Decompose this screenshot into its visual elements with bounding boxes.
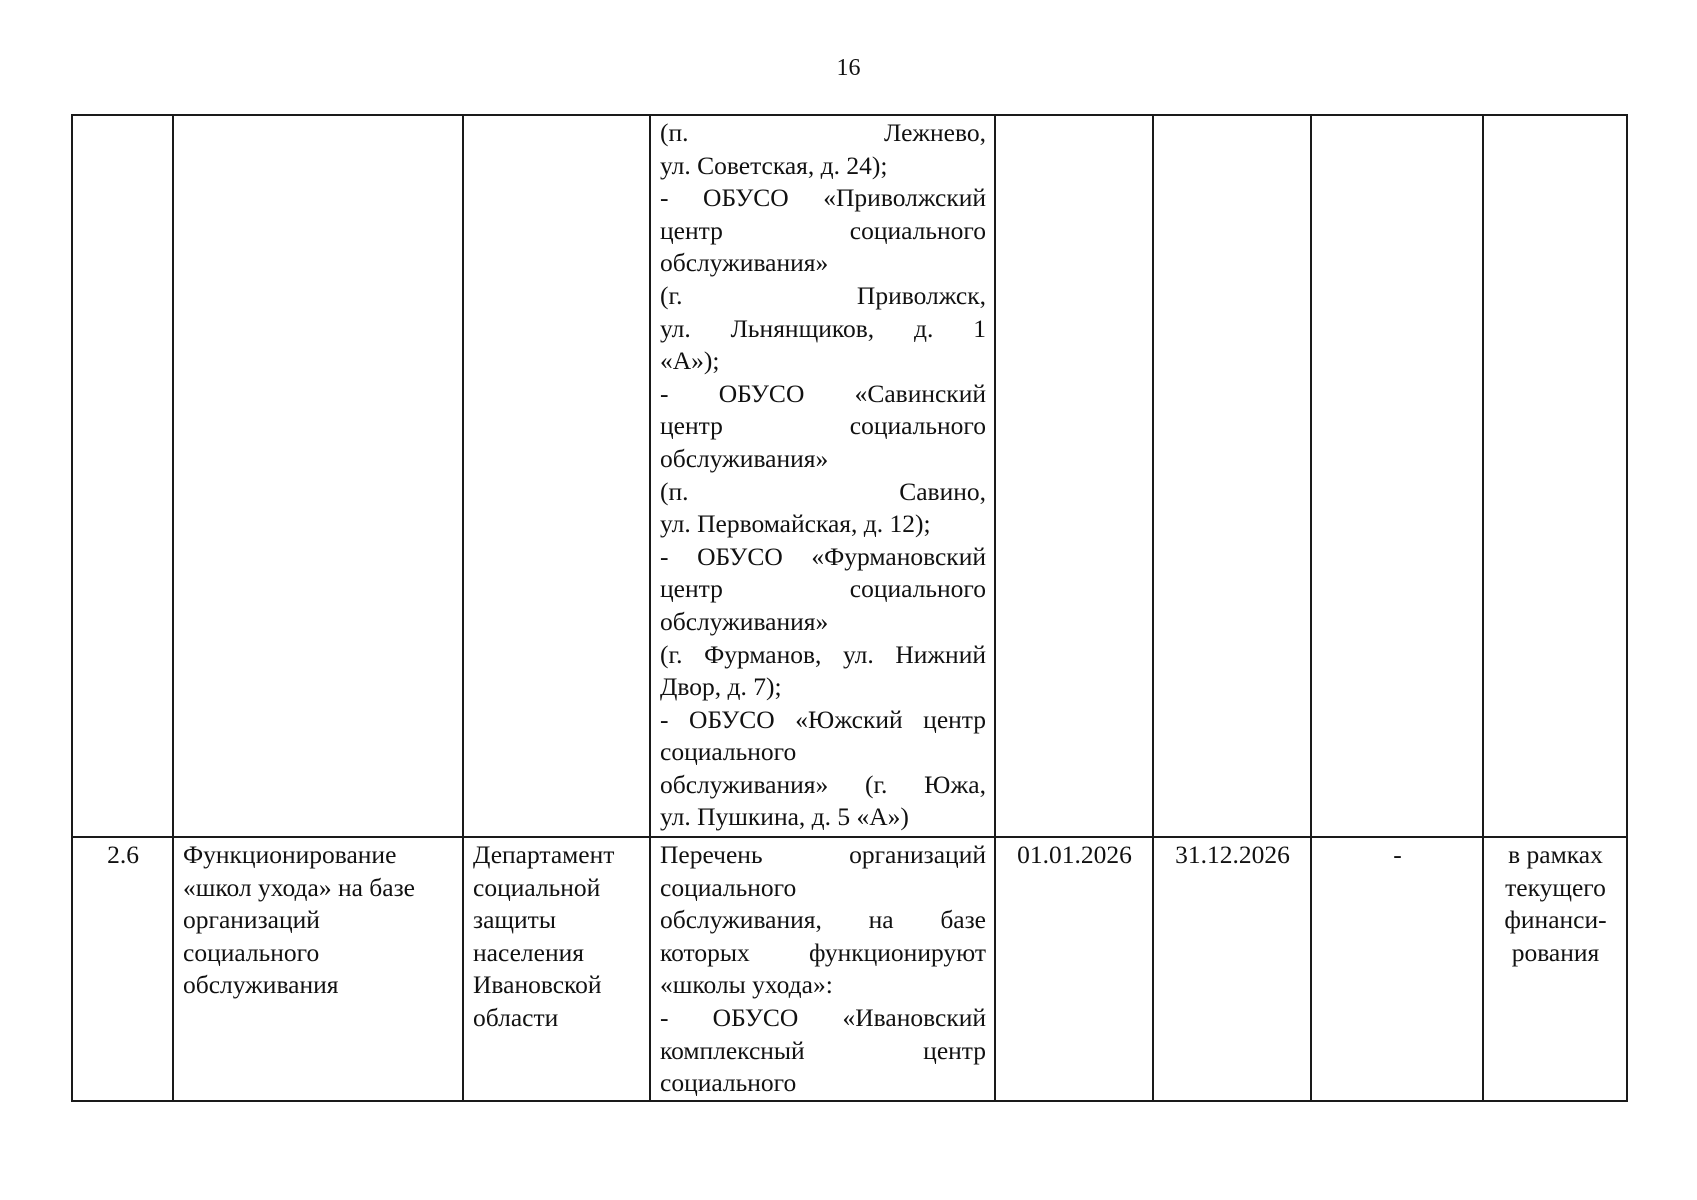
cell-text-line: социального — [183, 937, 320, 967]
cell-text-line: центр социального — [660, 411, 986, 441]
cell-expected-result — [650, 837, 995, 1101]
cell-text-line: текущего — [1505, 872, 1606, 902]
cell-text-line: - ОБУСО «Савинский — [660, 378, 986, 408]
cell-text-line: комплексный центр — [660, 1035, 986, 1065]
cell-start-date: 01.01.2026 — [995, 837, 1153, 1101]
cell-number: 2.6 — [72, 837, 173, 1101]
cell-text-line: Ивановской — [473, 970, 602, 1000]
table-row — [72, 837, 1627, 1101]
cell-text-line: социального — [660, 1068, 797, 1098]
cell-funding-amount — [1311, 115, 1483, 837]
cell-text-line: ул. Льнянщиков, д. 1 — [660, 313, 986, 343]
cell-text-line: ул. Пушкина, д. 5 «А») — [660, 802, 909, 832]
cell-text-line: обслуживания, на базе — [660, 905, 986, 935]
cell-text-line: (п. Лежнево, — [660, 118, 986, 147]
cell-activity-name — [173, 837, 463, 1101]
cell-text-line: социального — [660, 737, 797, 767]
cell-text-line: - ОБУСО «Фурмановский — [660, 541, 986, 571]
page-number: 16 — [836, 55, 861, 81]
cell-executor — [463, 115, 650, 837]
cell-text-line: Перечень организаций — [660, 840, 986, 869]
cell-text-line: ул. Советская, д. 24); — [660, 150, 888, 180]
cell-text-line: социальной — [473, 872, 601, 902]
cell-text-line: (г. Приволжск, — [660, 280, 986, 310]
cell-text-line: которых функционируют — [660, 937, 986, 967]
cell-text-line: в рамках — [1508, 840, 1603, 869]
cell-text-line: обслуживания — [183, 970, 339, 1000]
cell-text-line: населения — [473, 937, 584, 967]
cell-start-date — [995, 115, 1153, 837]
cell-text-line: центр социального — [660, 574, 986, 604]
cell-text-line: обслуживания» — [660, 248, 829, 278]
cell-text-line: организаций — [183, 905, 320, 935]
cell-executor — [463, 837, 650, 1101]
cell-text-line: - ОБУСО «Приволжский — [660, 183, 986, 213]
cell-text-line: финанси- — [1504, 905, 1607, 935]
cell-text-line: Департамент — [473, 840, 615, 869]
cell-text-line: защиты — [473, 905, 556, 935]
cell-number — [72, 115, 173, 837]
table-row — [72, 115, 1627, 837]
cell-text-line: «школ ухода» на базе — [183, 872, 415, 902]
cell-funding-amount: - — [1311, 837, 1483, 1101]
cell-text-line: - ОБУСО «Ивановский — [660, 1002, 986, 1032]
cell-activity-name — [173, 115, 463, 837]
cell-end-date: 31.12.2026 — [1153, 837, 1311, 1101]
cell-text-line: ул. Первомайская, д. 12); — [660, 509, 931, 539]
cell-text-line: Функционирование — [183, 840, 397, 869]
cell-text-line: «школы ухода»: — [660, 970, 833, 1000]
cell-funding-source — [1483, 837, 1627, 1101]
cell-text-line: обслуживания» — [660, 443, 829, 473]
cell-funding-source — [1483, 115, 1627, 837]
cell-text-line: (г. Фурманов, ул. Нижний — [660, 639, 986, 669]
cell-text-line: (п. Савино, — [660, 476, 986, 506]
cell-text-line: центр социального — [660, 215, 986, 245]
cell-end-date — [1153, 115, 1311, 837]
cell-text-line: - ОБУСО «Южский центр — [660, 704, 986, 734]
cell-text-line: обслуживания» (г. Южа, — [660, 769, 986, 799]
cell-expected-result — [650, 115, 995, 837]
cell-text-line: социального — [660, 872, 797, 902]
cell-text-line: области — [473, 1002, 559, 1032]
cell-text-line: «А»); — [660, 346, 720, 376]
cell-text-line: рования — [1511, 937, 1600, 967]
activity-table — [71, 114, 1628, 1102]
cell-text-line: Двор, д. 7); — [660, 672, 782, 702]
cell-text-line: обслуживания» — [660, 606, 829, 636]
